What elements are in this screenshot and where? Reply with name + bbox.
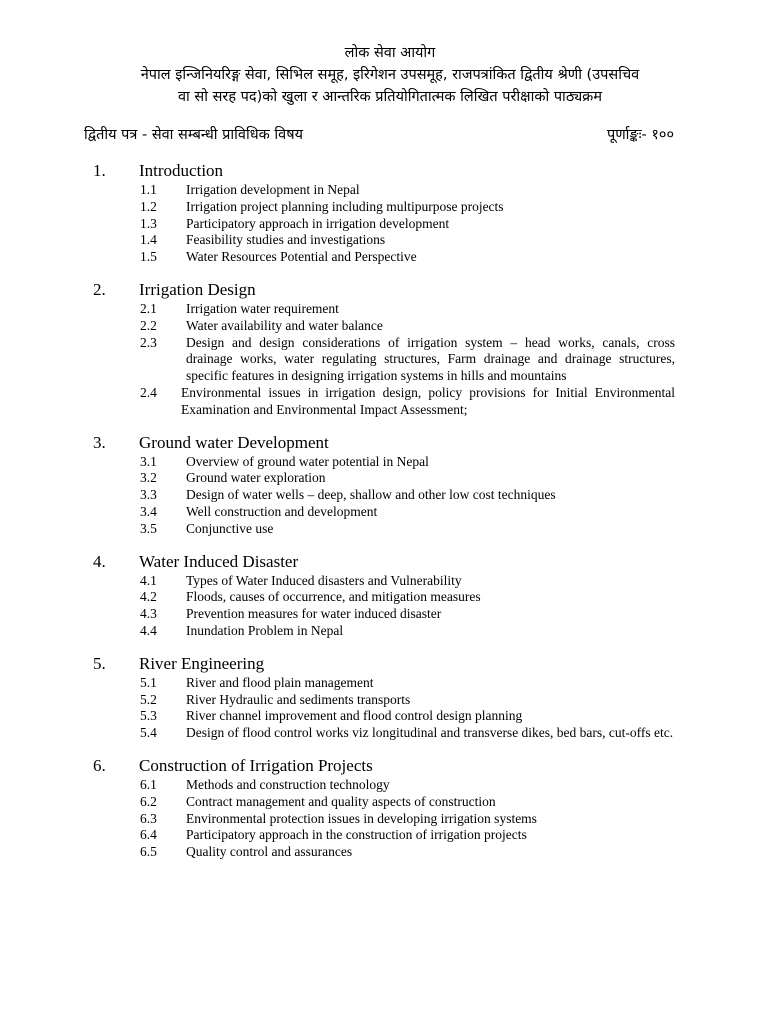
list-item [0, 675, 768, 692]
item-text: Design of water wells – deep, shallow and other low cost techniques [186, 487, 556, 503]
item-text: Prevention measures for water induced disaster [186, 606, 442, 622]
item-number: 6.3 [140, 810, 157, 826]
item-number: 6.2 [140, 793, 157, 809]
item-number: 1.3 [140, 215, 157, 231]
item-number: 3.2 [140, 470, 157, 486]
list-item [0, 249, 768, 266]
item-number: 4.3 [140, 606, 157, 622]
list-item [0, 182, 768, 199]
section-heading [0, 432, 768, 454]
section-number: 4. [93, 551, 106, 571]
item-text: Methods and construction technology [186, 776, 390, 792]
item-text: Water availability and water balance [186, 317, 383, 333]
list-item [0, 504, 768, 521]
list-item [0, 827, 768, 844]
item-number: 5.3 [140, 708, 157, 724]
section-heading [0, 653, 768, 675]
syllabus-section [0, 160, 768, 266]
full-marks: पूर्णाङ्कः- १०० [606, 127, 674, 143]
item-number: 2.2 [140, 317, 157, 333]
item-text: Environmental issues in irrigation design, policy provisions for Initial Environmental Examination and Environmental Impact Assessment; [181, 384, 675, 417]
list-item [0, 521, 768, 538]
syllabus-section [0, 432, 768, 538]
item-text: Environmental protection issues in developing irrigation systems [186, 810, 537, 826]
item-number: 4.1 [140, 572, 157, 588]
item-text: Design of flood control works viz longitudinal and transverse dikes, bed bars, cut-offs etc. [186, 725, 674, 741]
list-item [0, 844, 768, 861]
list-item [0, 606, 768, 623]
item-text: Conjunctive use [186, 520, 274, 536]
syllabus-section [0, 551, 768, 640]
item-number: 5.1 [140, 674, 157, 690]
section-number: 2. [93, 279, 106, 299]
item-text: Ground water exploration [186, 470, 326, 486]
item-text: Quality control and assurances [186, 844, 353, 860]
list-item [0, 708, 768, 725]
item-text: Floods, causes of occurrence, and mitigation measures [186, 589, 481, 605]
section-title: Construction of Irrigation Projects [139, 755, 373, 775]
item-number: 1.2 [140, 198, 157, 214]
item-text: Participatory approach in the construction of irrigation projects [186, 827, 527, 843]
item-text: Types of Water Induced disasters and Vulnerability [186, 572, 462, 588]
item-text: Well construction and development [186, 503, 378, 519]
list-item [0, 301, 768, 318]
section-title: Introduction [139, 161, 224, 180]
list-item [0, 692, 768, 709]
list-item [0, 335, 768, 385]
list-item [0, 216, 768, 233]
item-number: 3.3 [140, 487, 157, 503]
list-item [0, 232, 768, 249]
section-number: 6. [93, 755, 106, 775]
item-number: 6.1 [140, 776, 157, 792]
list-item [0, 794, 768, 811]
section-heading [0, 551, 768, 573]
list-item [0, 318, 768, 335]
section-title: Irrigation Design [139, 279, 256, 299]
list-item [0, 623, 768, 640]
syllabus-content [0, 160, 768, 874]
item-number: 3.4 [140, 503, 157, 519]
syllabus-heading-line-1: नेपाल इन्जिनियरिङ्ग सेवा, सिभिल समूह, इरिगेशन उपसमूह, राजपत्रांकित द्वितीय श्रेणी (उपसचिव [140, 67, 640, 83]
item-text: Inundation Problem in Nepal [186, 622, 344, 638]
section-title: Water Induced Disaster [139, 551, 299, 571]
section-heading [0, 755, 768, 777]
syllabus-section [0, 653, 768, 742]
section-title: Ground water Development [139, 432, 329, 452]
item-text: Overview of ground water potential in Nepal [186, 453, 429, 469]
section-number: 1. [93, 161, 106, 180]
item-text: River and flood plain management [186, 674, 374, 690]
item-text: Irrigation water requirement [186, 300, 339, 316]
item-text: River channel improvement and flood control design planning [186, 708, 523, 724]
item-text: Feasibility studies and investigations [186, 232, 386, 248]
item-number: 4.2 [140, 589, 157, 605]
section-number: 5. [93, 653, 106, 673]
item-text: Water Resources Potential and Perspective [186, 249, 417, 265]
item-text: Design and design considerations of irrigation system – head works, canals, cross drainage works, water regulating structures, Farm drainage and drainage structures, specific features in designing irrigation systems in hills and mountains [186, 334, 675, 384]
list-item [0, 470, 768, 487]
list-item [0, 777, 768, 794]
item-text: Irrigation project planning including multipurpose projects [186, 198, 504, 214]
list-item [0, 199, 768, 216]
list-item [0, 811, 768, 828]
item-number: 4.4 [140, 622, 157, 638]
commission-title: लोक सेवा आयोग [344, 45, 436, 61]
item-text: River Hydraulic and sediments transports [186, 691, 411, 707]
list-item [0, 573, 768, 590]
item-number: 5.2 [140, 691, 157, 707]
syllabus-section [0, 279, 768, 419]
paper-title-row [84, 124, 674, 144]
item-number: 5.4 [140, 725, 157, 741]
item-number: 3.1 [140, 453, 157, 469]
section-number: 3. [93, 432, 106, 452]
item-number: 3.5 [140, 520, 157, 536]
section-heading [0, 279, 768, 301]
list-item [0, 589, 768, 606]
list-item [0, 725, 768, 742]
syllabus-heading-line-2: वा सो सरह पद)को खुला र आन्तरिक प्रतियोगितात्मक लिखित परीक्षाको पाठ्यक्रम [178, 89, 602, 105]
item-number: 6.4 [140, 827, 157, 843]
list-item [0, 454, 768, 471]
paper-title: द्वितीय पत्र - सेवा सम्बन्धी प्राविधिक विषय [84, 127, 303, 143]
item-number: 1.5 [140, 249, 157, 265]
item-number: 2.4 [140, 384, 157, 400]
item-number: 1.1 [140, 182, 157, 197]
syllabus-section [0, 755, 768, 861]
list-item [0, 385, 768, 419]
list-item [0, 487, 768, 504]
item-text: Contract management and quality aspects of construction [186, 793, 496, 809]
item-text: Participatory approach in irrigation development [186, 215, 450, 231]
item-number: 2.3 [140, 334, 157, 350]
item-text: Irrigation development in Nepal [186, 182, 360, 197]
item-number: 6.5 [140, 844, 157, 860]
item-number: 2.1 [140, 300, 157, 316]
section-heading [0, 160, 768, 182]
item-number: 1.4 [140, 232, 157, 248]
section-title: River Engineering [139, 653, 265, 673]
